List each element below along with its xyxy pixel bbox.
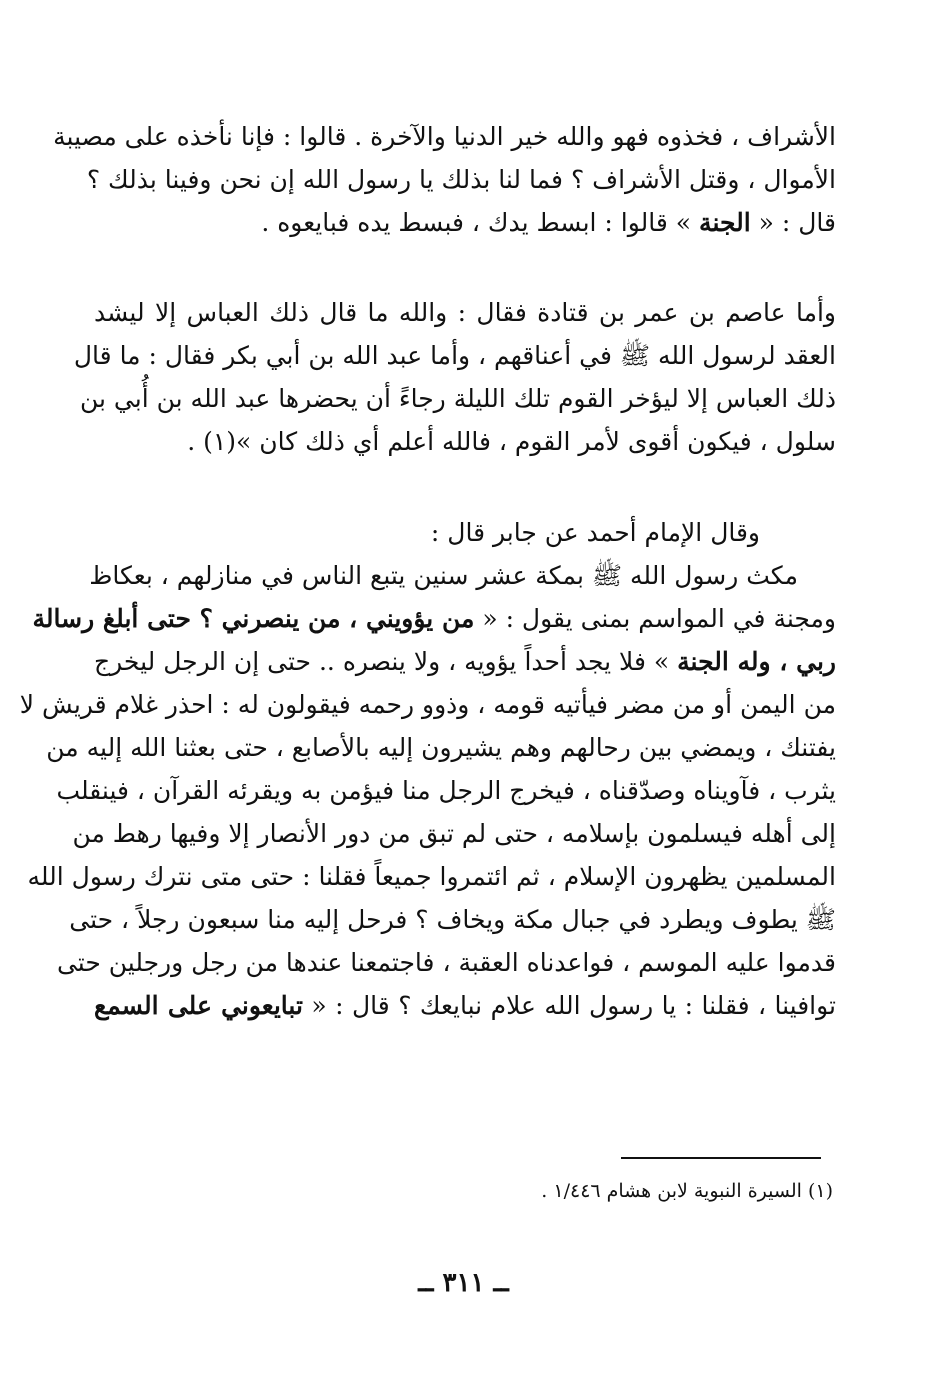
text-line: ربي ، وله الجنة » فلا يجد أحداً يؤويه ، ولا ينصره .. حتى إن الرجل ليخرج: [94, 647, 836, 676]
text-line: الأشراف ، فخذوه فهو والله خير الدنيا والآخرة . قالوا : فإنا نأخذه على مصيبة: [53, 122, 836, 151]
text-line: توافينا ، فقلنا : يا رسول الله علام نبايعك ؟ قال : « تبايعوني على السمع: [94, 991, 836, 1020]
text-line: يفتنك ، ويمضي بين رحالهم وهم يشيرون إليه بالأصابع ، حتى بعثنا الله إليه من: [46, 733, 836, 762]
bold-quote: الجنة: [699, 208, 751, 237]
text-line: وقال الإمام أحمد عن جابر قال :: [430, 518, 760, 547]
bold-quote: من يؤويني ، من ينصرني ؟ حتى أبلغ رسالة: [32, 604, 475, 633]
text-line: ذلك العباس إلا ليؤخر القوم تلك الليلة رجاءً أن يحضرها عبد الله بن أُبي بن: [80, 384, 836, 413]
text-line: قال : « الجنة » قالوا : ابسط يدك ، فبسط يده فبايعوه .: [261, 208, 836, 237]
bold-quote: ربي ، وله الجنة: [677, 647, 836, 676]
text-line: العقد لرسول الله ﷺ في أعناقهم ، وأما عبد الله بن أبي بكر فقال : ما قال: [73, 341, 836, 370]
paragraph-2: [73, 296, 836, 468]
text-line: المسلمين يظهرون الإسلام ، ثم ائتمروا جميعاً فقلنا : حتى متى نترك رسول الله: [27, 862, 836, 891]
paragraph-1: [53, 120, 836, 249]
bold-quote: تبايعوني على السمع: [94, 991, 303, 1020]
text-line: من اليمن أو من مضر فيأتيه قومه ، وذوو رحمه فيقولون له : احذر غلام قريش لا: [19, 690, 836, 719]
paragraph-3: [19, 516, 836, 1032]
text-line: مكث رسول الله ﷺ بمكة عشر سنين يتبع الناس في منازلهم ، بعكاظ: [89, 561, 798, 590]
text-line: يثرب ، فآويناه وصدّقناه ، فيخرج الرجل منا فيؤمن به ويقرئه القرآن ، فينقلب: [56, 776, 836, 805]
text-line: ومجنة في المواسم بمنى يقول : « من يؤويني ، من ينصرني ؟ حتى أبلغ رسالة: [32, 604, 836, 633]
footnote: (١) السيرة النبوية لابن هشام ١/٤٤٦ .: [541, 1180, 833, 1202]
text-line: ﷺ يطوف ويطرد في جبال مكة ويخاف ؟ فرحل إليه منا سبعون رجلاً ، حتى: [69, 905, 836, 934]
text-line: إلى أهله فيسلمون بإسلامه ، حتى لم تبق من دور الأنصار إلا وفيها رهط من: [72, 819, 836, 848]
text-line: وأما عاصم بن عمر بن قتادة فقال : والله ما قال ذلك العباس إلا ليشد: [94, 298, 836, 327]
text-line: سلول ، فيكون أقوى لأمر القوم ، فالله أعلم أي ذلك كان »(١) .: [187, 427, 836, 456]
page-number: ــ ٣١١ ــ: [418, 1268, 509, 1298]
text-line: الأموال ، وقتل الأشراف ؟ فما لنا بذلك يا رسول الله إن نحن وفينا بذلك ؟: [86, 165, 836, 194]
text-line: قدموا عليه الموسم ، فواعدناه العقبة ، فاجتمعنا عندها من رجل ورجلين حتى: [56, 948, 836, 977]
footnote-divider: [621, 1157, 821, 1159]
